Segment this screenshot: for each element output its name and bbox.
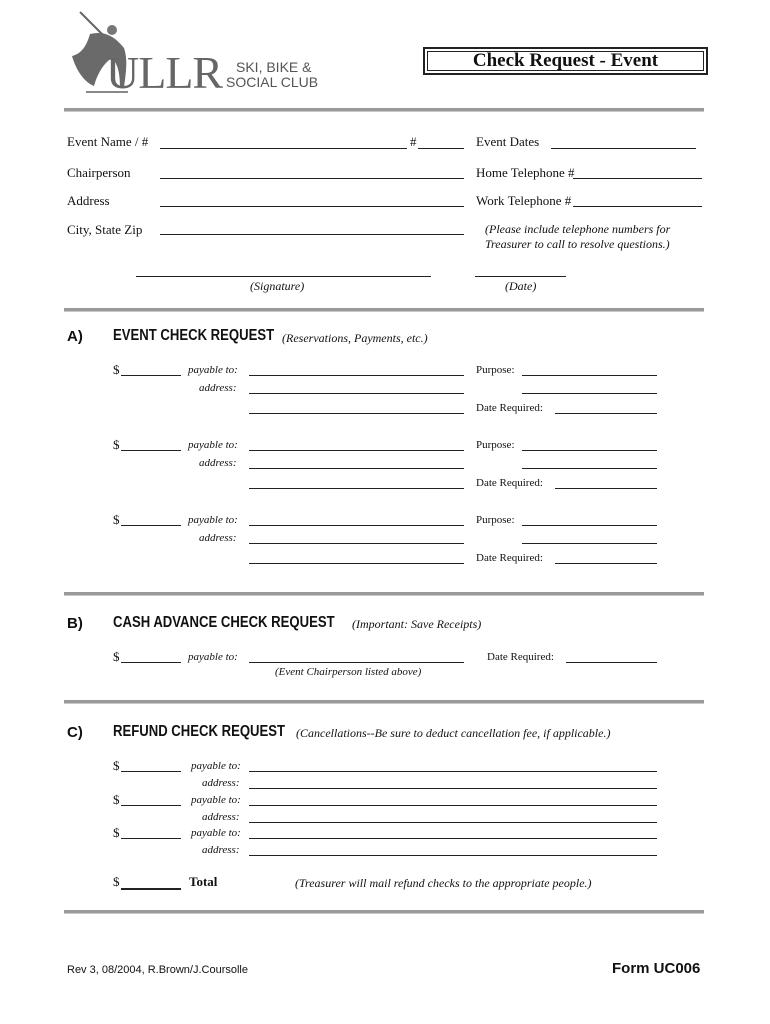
refund-dollar-sign: $	[113, 758, 120, 773]
address-field-2[interactable]	[249, 413, 464, 414]
purpose-field-1[interactable]	[522, 450, 657, 451]
date-required-field[interactable]	[555, 413, 657, 414]
refund-address-label: address:	[202, 811, 240, 823]
payable-to-field[interactable]	[249, 375, 464, 376]
total-label: Total	[189, 874, 218, 889]
top-divider	[64, 108, 704, 112]
section-a-title: EVENT CHECK REQUEST	[113, 327, 275, 344]
cash-payable-note: (Event Chairperson listed above)	[275, 666, 422, 678]
purpose-label: Purpose:	[476, 364, 515, 376]
signature-field[interactable]	[136, 276, 431, 277]
section-a-letter: A)	[67, 328, 83, 345]
logo-tagline-2: SOCIAL CLUB	[226, 74, 319, 90]
address-label: address:	[199, 457, 237, 469]
refund-payable-to-field[interactable]	[249, 838, 657, 839]
event-dates-label: Event Dates	[476, 134, 540, 149]
home-telephone-label: Home Telephone #	[476, 165, 575, 180]
form-id: Form UC006	[612, 960, 701, 977]
address-field-1[interactable]	[249, 543, 464, 544]
payable-to-field[interactable]	[249, 450, 464, 451]
signature-date-field[interactable]	[475, 276, 566, 277]
address-field-2[interactable]	[249, 563, 464, 564]
event-number-field[interactable]	[418, 148, 464, 149]
payable-to-field[interactable]	[249, 525, 464, 526]
address-label: address:	[199, 532, 237, 544]
refund-dollar-sign: $	[113, 825, 120, 840]
telephone-note-line-1: (Please include telephone numbers for	[485, 222, 671, 236]
home-telephone-field[interactable]	[573, 178, 702, 179]
bottom-divider	[64, 910, 704, 914]
form-title-box	[423, 47, 708, 75]
payable-to-label: payable to:	[188, 364, 238, 376]
purpose-field-2[interactable]	[522, 393, 657, 394]
ullr-logo	[66, 8, 319, 98]
purpose-field-1[interactable]	[522, 375, 657, 376]
event-number-label: #	[410, 134, 417, 149]
date-required-label: Date Required:	[476, 402, 543, 414]
purpose-label: Purpose:	[476, 514, 515, 526]
address-label: Address	[67, 193, 110, 208]
signature-date-label: (Date)	[505, 279, 537, 293]
amount-field[interactable]	[121, 525, 181, 526]
city-state-zip-label: City, State Zip	[67, 222, 143, 237]
purpose-label: Purpose:	[476, 439, 515, 451]
total-note: (Treasurer will mail refund checks to the appropriate people.)	[295, 876, 592, 890]
address-field-1[interactable]	[249, 468, 464, 469]
payable-to-label: payable to:	[188, 514, 238, 526]
refund-address-field[interactable]	[249, 822, 657, 823]
section-b-divider	[64, 592, 704, 596]
section-c-subtitle: (Cancellations--Be sure to deduct cancellation fee, if applicable.)	[296, 726, 611, 740]
city-state-zip-field[interactable]	[160, 234, 464, 235]
work-telephone-field[interactable]	[573, 206, 702, 207]
refund-address-field[interactable]	[249, 788, 657, 789]
chairperson-field[interactable]	[160, 178, 464, 179]
section-a-divider	[64, 308, 704, 312]
refund-address-label: address:	[202, 844, 240, 856]
section-c-letter: C)	[67, 724, 83, 741]
refund-payable-to-label: payable to:	[191, 794, 241, 806]
event-dates-field[interactable]	[551, 148, 696, 149]
event-name-field[interactable]	[160, 148, 407, 149]
refund-payable-to-field[interactable]	[249, 771, 657, 772]
refund-payable-to-field[interactable]	[249, 805, 657, 806]
revision-note: Rev 3, 08/2004, R.Brown/J.Coursolle	[67, 964, 248, 976]
cash-payable-to-label: payable to:	[188, 651, 238, 663]
section-a-subtitle: (Reservations, Payments, etc.)	[282, 331, 428, 345]
signature-label: (Signature)	[250, 279, 305, 293]
section-b-letter: B)	[67, 615, 83, 632]
amount-dollar-sign: $	[113, 362, 120, 377]
section-c-divider	[64, 700, 704, 704]
refund-address-field[interactable]	[249, 855, 657, 856]
amount-dollar-sign: $	[113, 512, 120, 527]
refund-amount-field[interactable]	[121, 771, 181, 772]
amount-field[interactable]	[121, 375, 181, 376]
cash-payable-to-field[interactable]	[249, 662, 464, 663]
section-c-title: REFUND CHECK REQUEST	[113, 723, 286, 740]
cash-amount-field[interactable]	[121, 662, 181, 663]
logo-tagline-1: SKI, BIKE &	[236, 59, 312, 75]
telephone-note-line-2: Treasurer to call to resolve questions.)	[485, 237, 670, 251]
date-required-label: Date Required:	[476, 477, 543, 489]
event-name-label: Event Name / #	[67, 134, 149, 149]
chairperson-label: Chairperson	[67, 165, 131, 180]
section-b-title: CASH ADVANCE CHECK REQUEST	[113, 614, 335, 631]
work-telephone-label: Work Telephone #	[476, 193, 572, 208]
refund-address-label: address:	[202, 777, 240, 789]
date-required-field[interactable]	[555, 488, 657, 489]
purpose-field-2[interactable]	[522, 543, 657, 544]
cash-amount-dollar-sign: $	[113, 649, 120, 664]
address-field[interactable]	[160, 206, 464, 207]
refund-amount-field[interactable]	[121, 838, 181, 839]
address-label: address:	[199, 382, 237, 394]
address-field-1[interactable]	[249, 393, 464, 394]
date-required-field[interactable]	[555, 563, 657, 564]
cash-date-required-label: Date Required:	[487, 651, 554, 663]
address-field-2[interactable]	[249, 488, 464, 489]
total-amount-field[interactable]	[121, 888, 181, 890]
date-required-label: Date Required:	[476, 552, 543, 564]
total-dollar-sign: $	[113, 874, 120, 889]
logo-brand: ULLR	[106, 47, 223, 98]
amount-dollar-sign: $	[113, 437, 120, 452]
refund-payable-to-label: payable to:	[191, 827, 241, 839]
purpose-field-1[interactable]	[522, 525, 657, 526]
form-title: Check Request - Event	[472, 50, 659, 71]
section-b-subtitle: (Important: Save Receipts)	[352, 617, 482, 631]
cash-date-required-field[interactable]	[566, 662, 657, 663]
refund-amount-field[interactable]	[121, 805, 181, 806]
amount-field[interactable]	[121, 450, 181, 451]
refund-payable-to-label: payable to:	[191, 760, 241, 772]
refund-dollar-sign: $	[113, 792, 120, 807]
purpose-field-2[interactable]	[522, 468, 657, 469]
payable-to-label: payable to:	[188, 439, 238, 451]
